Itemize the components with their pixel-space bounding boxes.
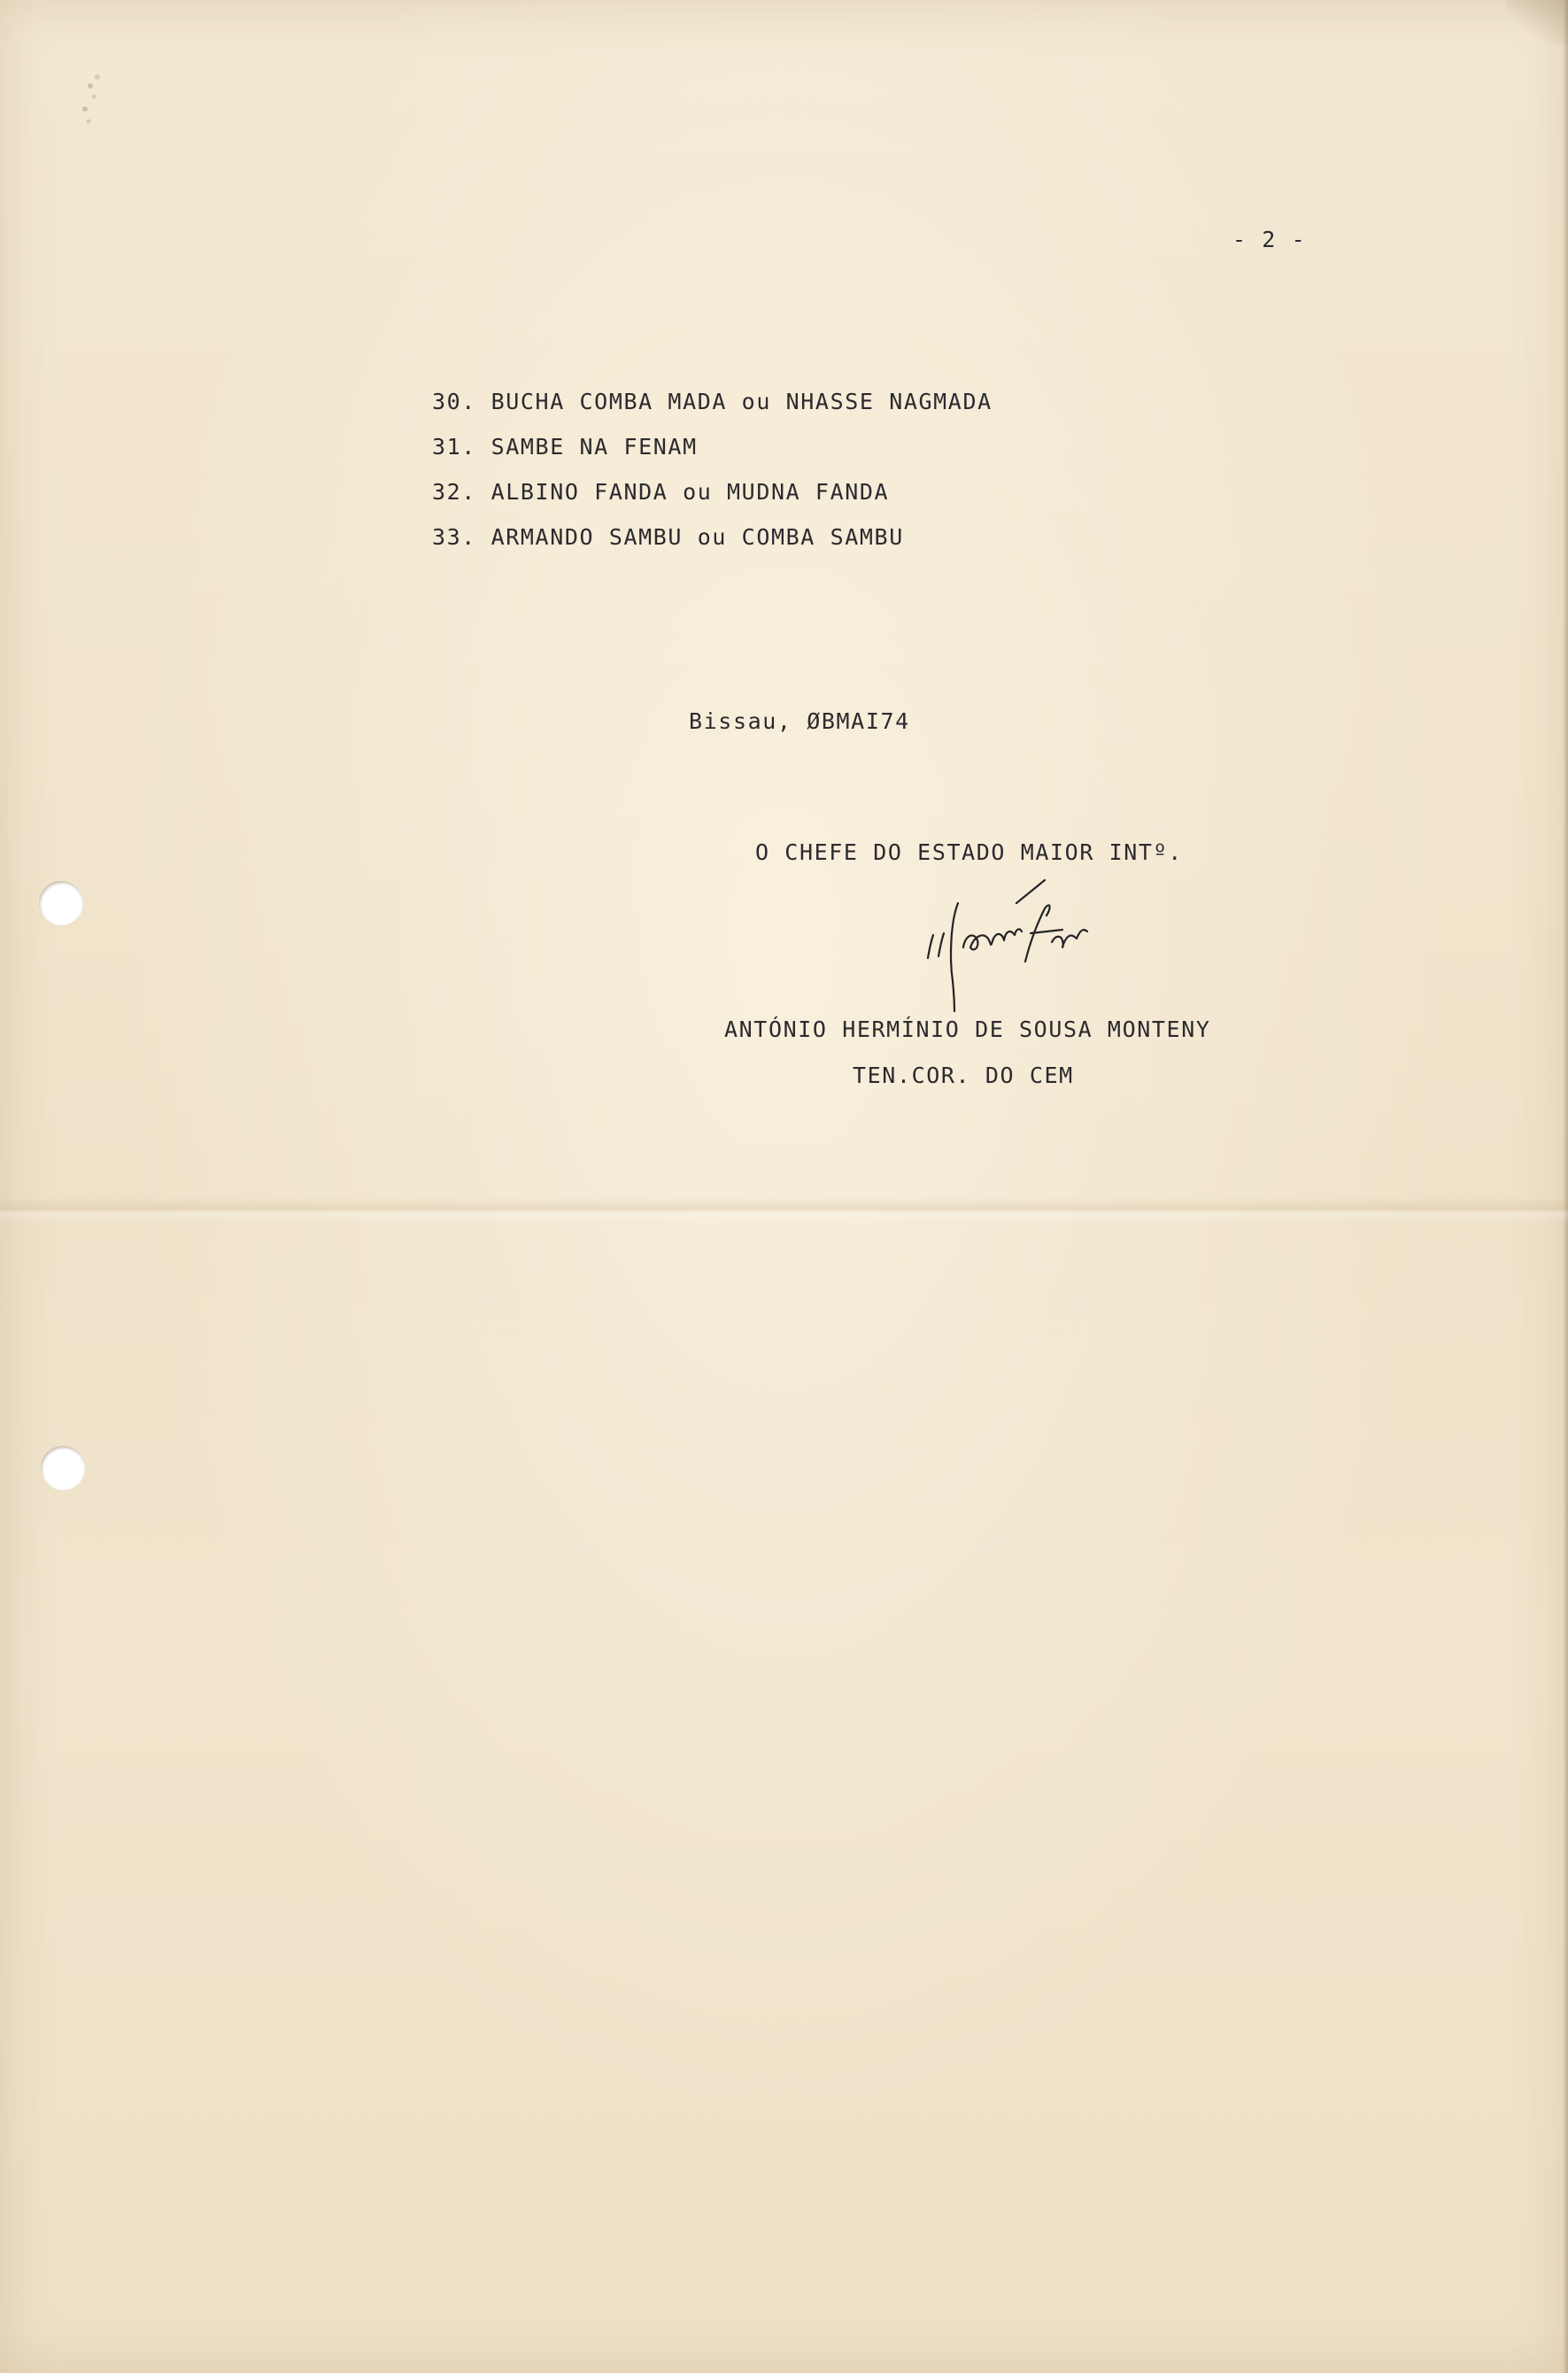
- name-list: [432, 379, 993, 560]
- list-item: 30. BUCHA COMBA MADA ou NHASSE NAGMADA: [432, 389, 993, 414]
- punch-hole-bottom: [41, 1446, 85, 1490]
- fold-crease: [0, 1197, 1568, 1224]
- signer-rank: TEN.COR. DO CEM: [853, 1063, 1074, 1088]
- list-item: 31. SAMBE NA FENAM: [432, 434, 698, 460]
- punch-hole-top: [39, 881, 83, 925]
- list-item: 32. ALBINO FANDA ou MUDNA FANDA: [432, 479, 890, 505]
- place-date: Bissau, ØBMAI74: [689, 708, 910, 734]
- corner-fold: [1506, 0, 1568, 44]
- staple-holes-mark: [62, 66, 124, 146]
- handwritten-signature: [912, 877, 1133, 1027]
- page-edge-shadow: [1563, 0, 1568, 2373]
- list-item: 33. ARMANDO SAMBU ou COMBA SAMBU: [432, 524, 904, 550]
- signer-name: ANTÓNIO HERMÍNIO DE SOUSA MONTENY: [724, 1016, 1211, 1042]
- chief-title: O CHEFE DO ESTADO MAIOR INTº.: [755, 839, 1183, 865]
- page-number: - 2 -: [1232, 227, 1307, 252]
